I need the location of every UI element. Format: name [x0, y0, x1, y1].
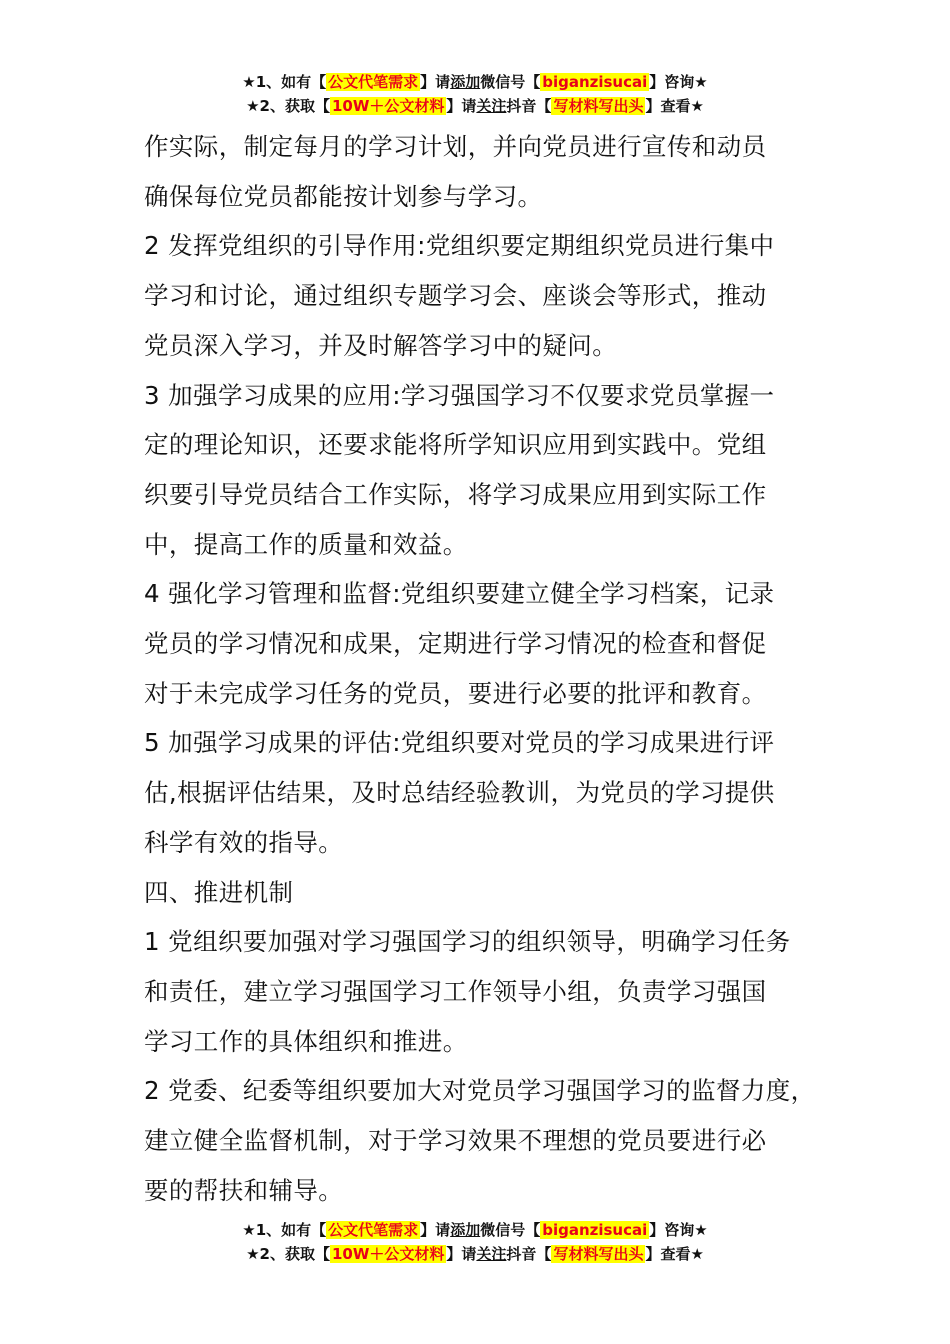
document-body	[144, 122, 844, 1215]
banner-text: 】咨询★	[649, 73, 708, 91]
banner-line-1	[0, 1218, 950, 1242]
body-line: 织要引导党员结合工作实际，将学习成果应用到实际工作	[144, 479, 767, 509]
banner-line-2	[0, 94, 950, 118]
banner-text: 】请	[446, 1245, 477, 1263]
banner-highlight: 写材料写出头	[553, 1245, 644, 1263]
banner-text: 】咨询★	[649, 1221, 708, 1239]
banner-underlined: 关注	[476, 1245, 507, 1263]
section-heading: 四、推进机制	[144, 877, 294, 907]
body-line: 定的理论知识，还要求能将所学知识应用到实践中。党组	[144, 430, 767, 460]
banner-text: 抖音【	[506, 97, 552, 115]
banner-text: 】请	[420, 73, 451, 91]
body-line: 估,根据评估结果，及时总结经验教训，为党员的学习提供	[144, 778, 775, 808]
banner-text: 抖音【	[506, 1245, 552, 1263]
banner-highlight: 公文代笔需求	[328, 1221, 419, 1239]
body-line: 要的帮扶和辅导。	[144, 1175, 344, 1205]
banner-highlight: 写材料写出头	[553, 97, 644, 115]
body-line: 1 党组织要加强对学习强国学习的组织领导，明确学习任务	[144, 927, 791, 957]
banner-highlight: 公文代笔需求	[328, 73, 419, 91]
banner-line-1	[0, 70, 950, 94]
body-line: 中，提高工作的质量和效益。	[144, 529, 468, 559]
banner-text: 】请	[420, 1221, 451, 1239]
banner-underlined: 添加	[450, 73, 481, 91]
body-line: 建立健全监督机制，对于学习效果不理想的党员要进行必	[144, 1126, 767, 1156]
banner-highlight: 10W＋公文材料	[331, 1245, 445, 1263]
banner-line-2	[0, 1242, 950, 1266]
banner-text: ★2、获取【	[246, 1245, 330, 1263]
body-line: 科学有效的指导。	[144, 827, 344, 857]
banner-text: 】查看★	[645, 97, 704, 115]
banner-text: ★1、如有【	[242, 1221, 327, 1239]
banner-text: 微信号【	[480, 73, 541, 91]
banner-highlight: 10W＋公文材料	[331, 97, 445, 115]
body-line: 对于未完成学习任务的党员，要进行必要的批评和教育。	[144, 678, 767, 708]
body-line: 确保每位党员都能按计划参与学习。	[144, 181, 543, 211]
banner-underlined: 添加	[450, 1221, 481, 1239]
body-line: 党员深入学习，并及时解答学习中的疑问。	[144, 330, 618, 360]
body-line: 和责任，建立学习强国学习工作领导小组，负责学习强国	[144, 976, 767, 1006]
body-line: 4 强化学习管理和监督:党组织要建立健全学习档案，记录	[144, 579, 775, 609]
header-banner	[0, 70, 950, 118]
body-line: 3 加强学习成果的应用:学习强国学习不仅要求党员掌握一	[144, 380, 775, 410]
body-line: 作实际，制定每月的学习计划，并向党员进行宣传和动员	[144, 132, 767, 161]
banner-text: 】查看★	[645, 1245, 704, 1263]
footer-banner	[0, 1218, 950, 1266]
body-line: 2 发挥党组织的引导作用:党组织要定期组织党员进行集中	[144, 231, 775, 261]
banner-text: ★2、获取【	[246, 97, 330, 115]
body-line: 学习工作的具体组织和推进。	[144, 1026, 468, 1056]
banner-text: 】请	[446, 97, 477, 115]
body-line: 2 党委、纪委等组织要加大对党员学习强国学习的监督力度，	[144, 1076, 816, 1106]
body-line: 党员的学习情况和成果，定期进行学习情况的检查和督促	[144, 629, 767, 659]
banner-underlined: 关注	[476, 97, 507, 115]
banner-text: ★1、如有【	[242, 73, 327, 91]
body-line: 5 加强学习成果的评估:党组织要对党员的学习成果进行评	[144, 728, 775, 758]
banner-text: 微信号【	[480, 1221, 541, 1239]
banner-highlight: biganzisucai	[542, 73, 648, 91]
banner-highlight: biganzisucai	[542, 1221, 648, 1239]
body-line: 学习和讨论，通过组织专题学习会、座谈会等形式，推动	[144, 281, 767, 311]
